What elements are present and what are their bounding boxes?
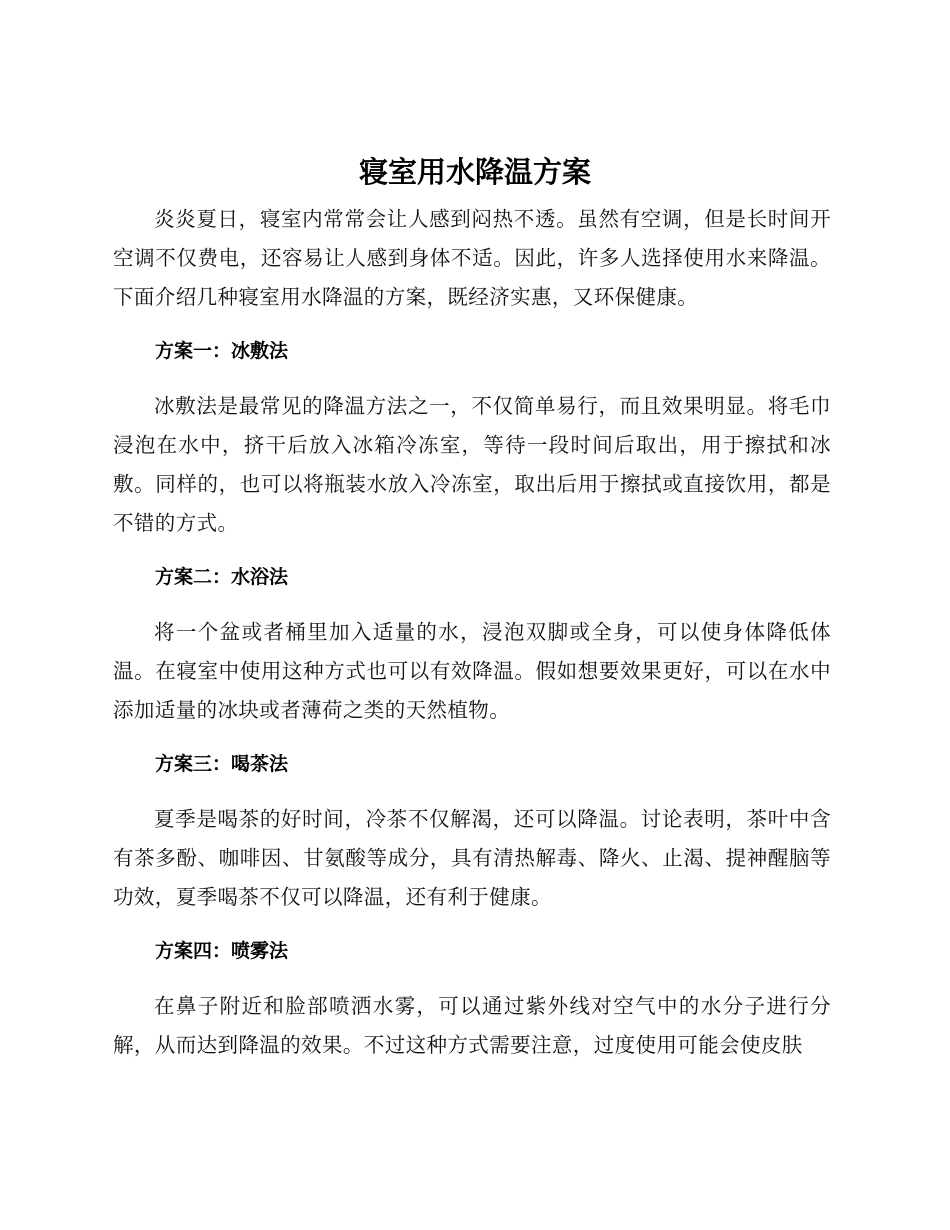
- section-3: [113, 745, 831, 917]
- section-paragraph: 在鼻子附近和脸部喷洒水雾，可以通过紫外线对空气中的水分子进行分解，从而达到降温的效果。不过这种方式需要注意，过度使用可能会使皮肤: [113, 994, 831, 1057]
- section-2: [113, 558, 831, 730]
- section-heading: 方案一：冰敷法: [155, 340, 289, 362]
- document-title: 寝室用水降温方案: [358, 155, 591, 189]
- document-body: [113, 200, 831, 1065]
- section-heading: 方案三：喝茶法: [155, 753, 289, 775]
- section-4: [113, 932, 831, 1065]
- intro-paragraph: 炎炎夏日，寝室内常常会让人感到闷热不透。虽然有空调，但是长时间开空调不仅费电，还容易让人感到身体不适。因此，许多人选择使用水来降温。下面介绍几种寝室用水降温的方案，既经济实惠，又环保健康。: [113, 207, 831, 309]
- section-1: [113, 332, 831, 543]
- section-paragraph: 夏季是喝茶的好时间，冷茶不仅解渴，还可以降温。讨论表明，茶叶中含有茶多酚、咖啡因、甘氨酸等成分，具有清热解毒、降火、止渴、提神醒脑等功效，夏季喝茶不仅可以降温，还有利于健康。: [113, 807, 831, 909]
- section-heading: 方案四：喷雾法: [155, 940, 289, 962]
- section-paragraph: 冰敷法是最常见的降温方法之一，不仅简单易行，而且效果明显。将毛巾浸泡在水中，挤干后放入冰箱冷冻室，等待一段时间后取出，用于擦拭和冰敷。同样的，也可以将瓶装水放入冷冻室，取出后用于擦拭或直接饮用，都是不错的方式。: [113, 394, 831, 535]
- section-heading: 方案二：水浴法: [155, 566, 289, 588]
- section-paragraph: 将一个盆或者桶里加入适量的水，浸泡双脚或全身，可以使身体降低体温。在寝室中使用这种方式也可以有效降温。假如想要效果更好，可以在水中添加适量的冰块或者薄荷之类的天然植物。: [113, 620, 831, 722]
